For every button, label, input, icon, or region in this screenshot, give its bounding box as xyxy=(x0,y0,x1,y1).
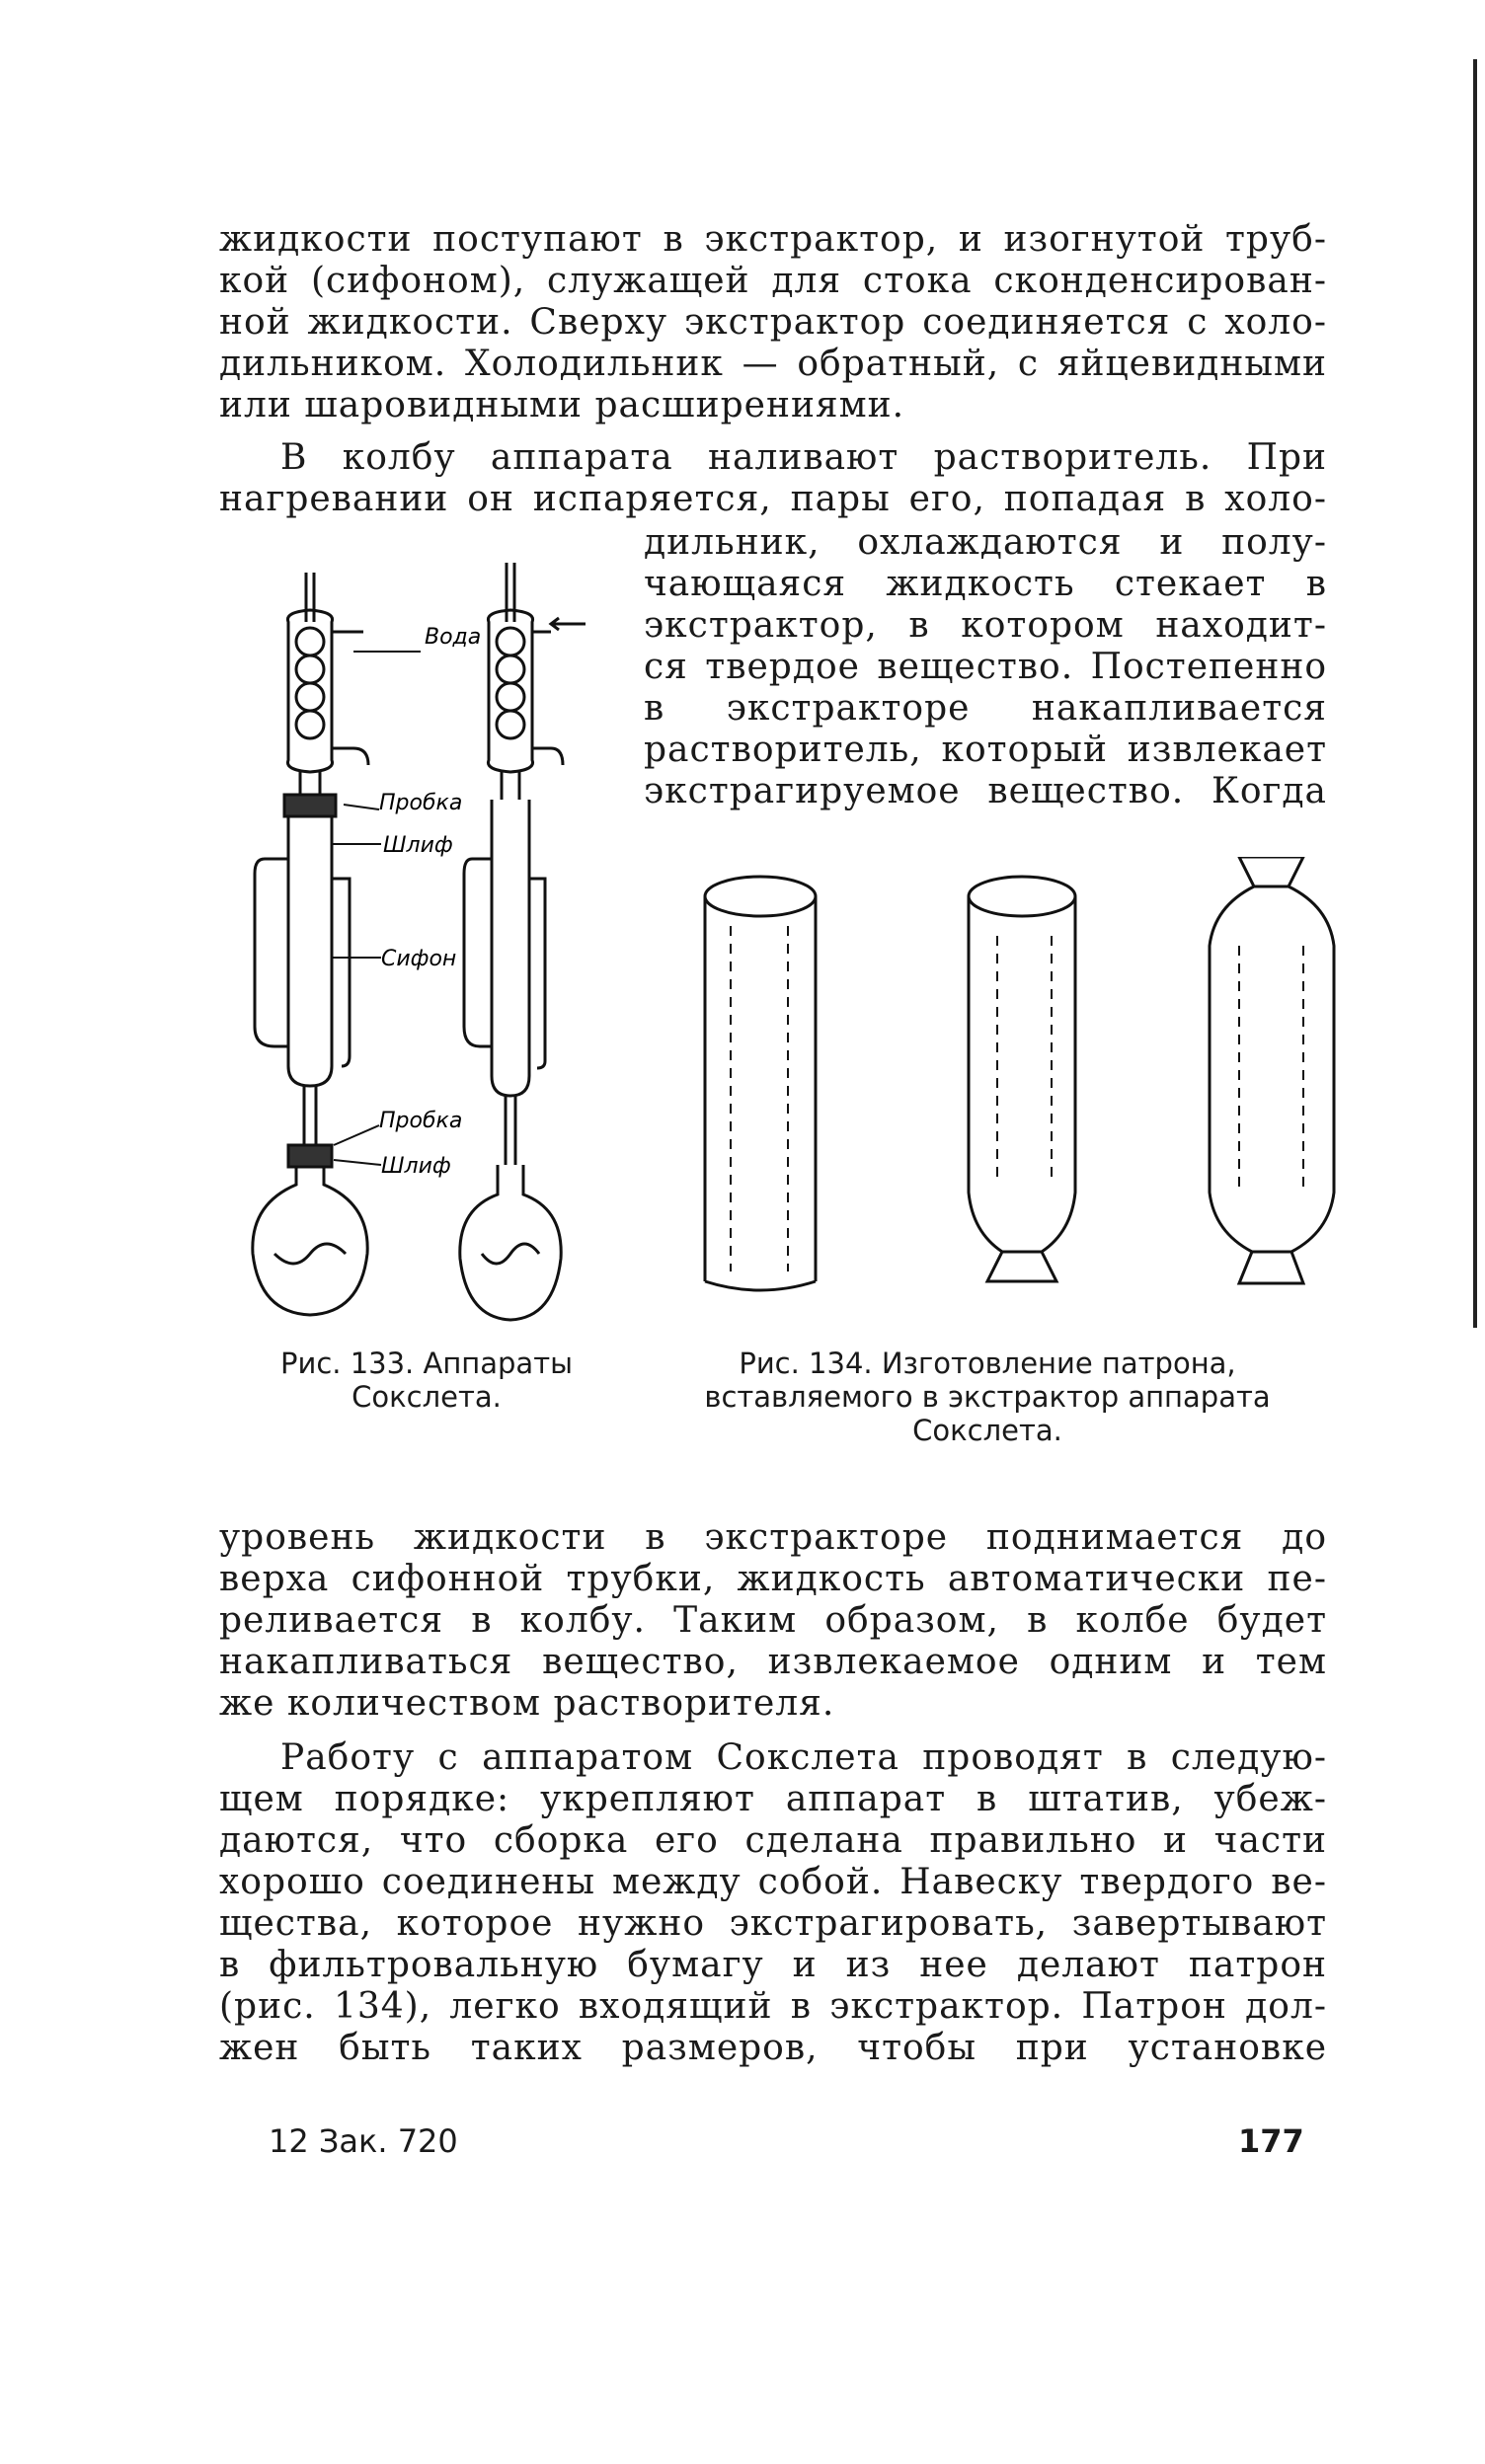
text-line: жен быть таких размеров, чтобы при установке xyxy=(219,2028,1327,2068)
text-line: В колбу аппарата наливают растворитель. При xyxy=(280,437,1327,478)
paragraph-1 xyxy=(219,219,1327,426)
label-joint-1: Шлиф xyxy=(383,833,453,858)
text-line: даются, что сборка его сделана правильно и части xyxy=(219,1820,1327,1861)
text-line: экстрагируемое вещество. Когда xyxy=(644,771,1327,811)
figure-134-caption: Рис. 134. Изготовление патрона, вставляемого в экстрактор аппарата Сокслета. xyxy=(704,1347,1271,1447)
text-line: дильником. Холодильник — обратный, с яйцевидными xyxy=(219,344,1327,384)
label-joint-2: Шлиф xyxy=(381,1154,451,1179)
text-line: дильник, охлаждаются и полу- xyxy=(644,522,1327,563)
printer-signature: 12 Зак. 720 xyxy=(269,2122,458,2160)
text-line: (рис. 134), легко входящий в экстрактор. Патрон дол- xyxy=(219,1986,1327,2027)
text-line: ной жидкости. Сверху экстрактор соединяется с холо- xyxy=(219,302,1327,343)
label-stopper-2: Пробка xyxy=(379,1109,463,1133)
paragraph-2 xyxy=(219,437,1327,520)
paragraph-3 xyxy=(219,1517,1327,1725)
text-line: ся твердое вещество. Постепенно xyxy=(644,647,1327,687)
cartridge-stage-3 xyxy=(1210,857,1334,1283)
text-line: или шаровидными расширениями. xyxy=(219,385,905,425)
label-siphon: Сифон xyxy=(381,947,457,971)
text-line: экстрактор, в котором находит- xyxy=(644,605,1327,646)
apparatus-left xyxy=(253,573,368,1315)
page-edge-line xyxy=(1473,59,1477,1328)
text-line: же количеством растворителя. xyxy=(219,1683,835,1724)
text-line: в экстракторе накапливается xyxy=(644,688,1327,729)
text-line: жидкости поступают в экстрактор, и изогнутой труб- xyxy=(219,219,1327,260)
text-line: накапливаться вещество, извлекаемое одним и тем xyxy=(219,1642,1327,1682)
text-line: щества, которое нужно экстрагировать, завертывают xyxy=(219,1903,1327,1944)
label-water: Вода xyxy=(425,625,482,650)
apparatus-right xyxy=(460,563,563,1320)
text-line: уровень жидкости в экстракторе поднимается до xyxy=(219,1517,1327,1558)
page-number: 177 xyxy=(1238,2122,1304,2160)
figure-133-caption: Рис. 133. Аппараты Сокслета. xyxy=(279,1347,573,1414)
label-stopper-1: Пробка xyxy=(379,791,463,815)
text-line: чающаяся жидкость стекает в xyxy=(644,564,1327,604)
soxhlet-apparatus-figure xyxy=(205,563,620,1333)
text-line: растворитель, который извлекает xyxy=(644,730,1327,770)
text-line: Работу с аппаратом Сокслета проводят в следую- xyxy=(280,1737,1327,1778)
paragraph-4 xyxy=(219,1737,1327,2069)
text-line: верха сифонной трубки, жидкость автоматически пе- xyxy=(219,1559,1327,1599)
cartridge-stage-2 xyxy=(969,877,1075,1281)
text-line: щем порядке: укрепляют аппарат в штатив, убеж- xyxy=(219,1779,1327,1819)
cartridge-stage-1 xyxy=(705,877,816,1290)
paragraph-2-side xyxy=(644,522,1327,812)
text-line: реливается в колбу. Таким образом, в колбе будет xyxy=(219,1600,1327,1641)
text-line: кой (сифоном), служащей для стока сконденсирован- xyxy=(219,261,1327,301)
text-line: нагревании он испаряется, пары его, попадая в холо- xyxy=(219,479,1327,519)
text-line: в фильтровальную бумагу и из нее делают патрон xyxy=(219,1945,1327,1985)
text-line: хорошо соединены между собой. Навеску твердого ве- xyxy=(219,1862,1327,1902)
cartridge-figure xyxy=(671,857,1353,1321)
